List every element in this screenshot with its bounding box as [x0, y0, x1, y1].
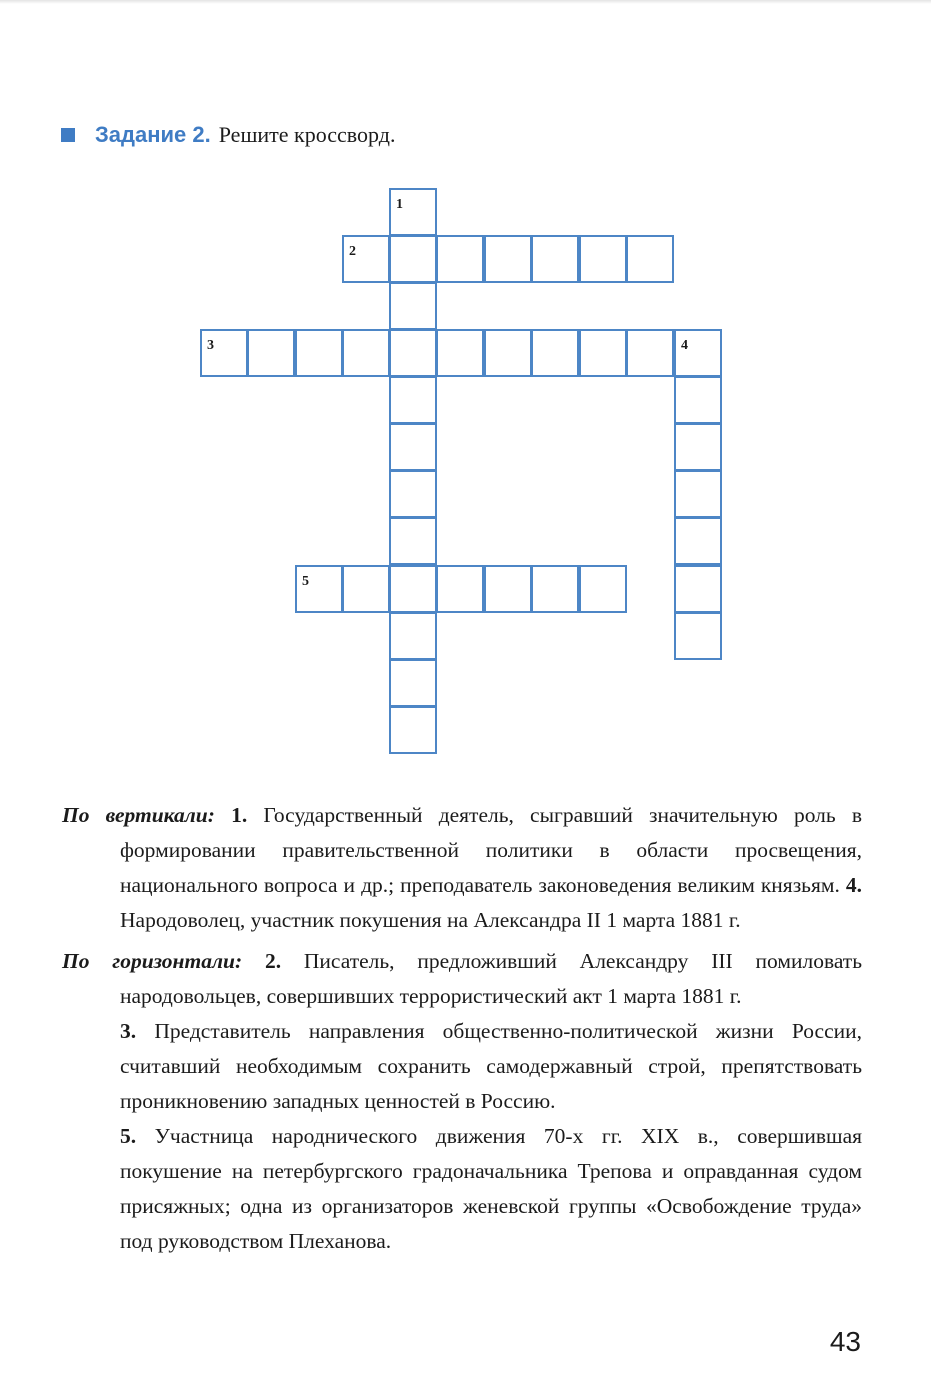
crossword-cell[interactable] — [531, 235, 579, 283]
crossword-cell[interactable] — [674, 423, 722, 471]
crossword-cell[interactable] — [389, 188, 437, 236]
task-instruction: Решите кроссворд. — [218, 122, 396, 147]
crossword-cell[interactable] — [342, 565, 390, 613]
crossword-cell[interactable] — [484, 329, 532, 377]
page-number: 43 — [829, 1326, 861, 1357]
clues-vertical-heading: По вертикали: — [62, 803, 215, 827]
clues-horizontal — [62, 944, 862, 1259]
crossword-cell[interactable] — [247, 329, 295, 377]
clue-horizontal-2-text: Писатель, предложивший Александру III помиловать народовольцев, совершивших террористический акт 1 марта 1881 г. — [120, 949, 863, 1008]
clue-vertical-4-text: Народоволец, участник покушения на Александра II 1 марта 1881 г. — [120, 908, 741, 932]
clue-number-2: 2 — [349, 244, 356, 259]
crossword-cell[interactable] — [295, 565, 343, 613]
crossword-cell[interactable] — [389, 706, 437, 754]
crossword-cell[interactable] — [531, 565, 579, 613]
crossword-cell[interactable] — [389, 565, 437, 613]
crossword-cell[interactable] — [674, 329, 722, 377]
clues-horizontal-heading: По горизонтали: — [62, 949, 243, 973]
clue-horizontal-2 — [62, 944, 863, 1014]
clue-vertical-1-number: 1. — [231, 803, 248, 827]
crossword-cell[interactable] — [389, 376, 437, 424]
crossword-cell[interactable] — [484, 235, 532, 283]
task-label: Задание 2. — [95, 122, 211, 147]
crossword-cell[interactable] — [200, 329, 248, 377]
crossword-cell[interactable] — [674, 470, 722, 518]
clue-number-5: 5 — [302, 574, 309, 589]
crossword-cell[interactable] — [436, 329, 484, 377]
clue-horizontal-5-number: 5. — [120, 1124, 137, 1148]
crossword-cell[interactable] — [389, 235, 437, 283]
crossword-cell[interactable] — [436, 565, 484, 613]
crossword-cell[interactable] — [436, 235, 484, 283]
crossword-cell[interactable] — [389, 423, 437, 471]
crossword-cell[interactable] — [389, 659, 437, 707]
crossword-cell[interactable] — [389, 282, 437, 330]
clue-number-1: 1 — [396, 197, 403, 212]
clue-number-4: 4 — [681, 338, 688, 353]
clue-number-3: 3 — [207, 338, 214, 353]
crossword-cell[interactable] — [674, 517, 722, 565]
crossword-cell[interactable] — [389, 470, 437, 518]
clue-vertical-4-number: 4. — [845, 873, 863, 897]
crossword-cell[interactable] — [579, 235, 627, 283]
crossword-cell[interactable] — [674, 612, 722, 660]
crossword-cell[interactable] — [295, 329, 343, 377]
crossword-cell[interactable] — [579, 329, 627, 377]
clue-horizontal-3-number: 3. — [120, 1019, 137, 1043]
clue-horizontal-5 — [120, 1119, 862, 1259]
crossword-cell[interactable] — [342, 235, 390, 283]
clue-vertical-1-text: Государственный деятель, сыгравший значительную роль в формировании правительственной политики в области просвещения, национального вопроса и др.; преподаватель законоведения великим князьям. — [120, 803, 863, 897]
crossword-cell[interactable] — [389, 517, 437, 565]
crossword-cell[interactable] — [674, 376, 722, 424]
clue-horizontal-5-text: Участница народнического движения 70-х гг. XIX в., совершившая покушение на петербургского градоначальника Трепова и оправданная судом присяжных; одна из организаторов женевской группы «Освобождение труда» под руководством Плеханова. — [120, 1124, 863, 1253]
crossword-cell[interactable] — [674, 565, 722, 613]
crossword-cell[interactable] — [389, 612, 437, 660]
clue-horizontal-3 — [120, 1014, 862, 1119]
crossword-cell[interactable] — [484, 565, 532, 613]
crossword-cell[interactable] — [626, 329, 674, 377]
crossword-cell[interactable] — [531, 329, 579, 377]
clues-vertical — [62, 798, 862, 938]
crossword-cell[interactable] — [389, 329, 437, 377]
clue-horizontal-2-number: 2. — [264, 949, 282, 973]
crossword-cell[interactable] — [626, 235, 674, 283]
crossword-cell[interactable] — [579, 565, 627, 613]
crossword-cell[interactable] — [342, 329, 390, 377]
clue-horizontal-3-text: Представитель направления общественно-политической жизни России, считавший необходимым сохранить самодержавный строй, препятствовать проникновению западных ценностей в Россию. — [120, 1019, 863, 1113]
clues-section — [62, 798, 862, 1265]
